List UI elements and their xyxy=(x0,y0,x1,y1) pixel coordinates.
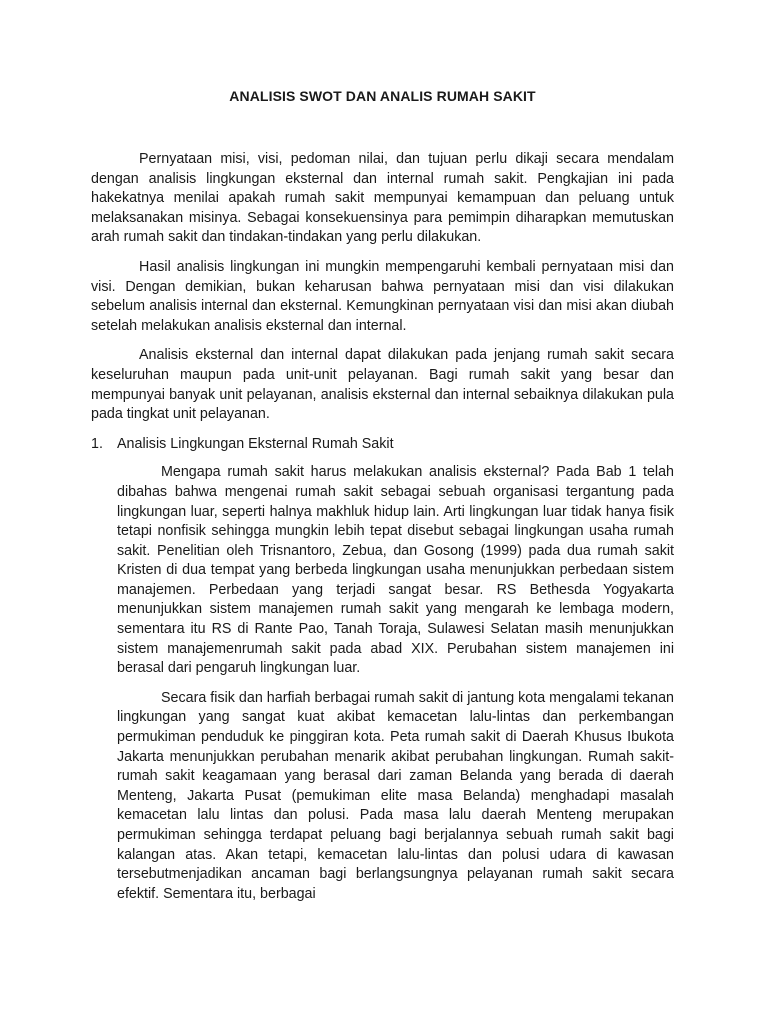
intro-paragraph: Analisis eksternal dan internal dapat dilakukan pada jenjang rumah sakit secara keseluruhan maupun pada unit-unit pelayanan. Bagi rumah sakit yang besar dan mempunyai banyak unit pelayanan, analisis eksternal dan internal sebaiknya dilakukan pula pada tingkat unit pelayanan. xyxy=(91,347,674,423)
intro-paragraph: Hasil analisis lingkungan ini mungkin mempengaruhi kembali pernyataan misi dan visi. Dengan demikian, bukan keharusan bahwa pernyataan misi dan visi dilakukan sebelum analisis internal dan eksternal. Kemungkinan pernyataan visi dan misi akan diubah setelah melakukan analisis eksternal dan internal. xyxy=(91,258,674,334)
section-body xyxy=(117,463,674,904)
section-paragraph: Mengapa rumah sakit harus melakukan analisis eksternal? Pada Bab 1 telah dibahas bahwa mengenai rumah sakit sebagai sebuah organisasi tergantung pada lingkungan luar, seperti halnya makhluk hidup lain. Arti lingkungan luar tidak hanya fisik tetapi nonfisik sehingga mungkin lebih tepat disebut sebagai lingkungan usaha rumah sakit. Penelitian oleh Trisnantoro, Zebua, dan Gosong (1999) pada dua rumah sakit Kristen di dua tempat yang berbeda lingkungan usaha menunjukkan perbedaan sistem manajemen. Perbedaan yang terjadi sangat besar. RS Bethesda Yogyakarta menunjukkan sistem manajemen rumah sakit yang mengarah ke lembaga modern, sementara itu RS di Rante Pao, Tanah Toraja, Sulawesi Selatan masih menunjukkan sistem manajemenrumah sakit pada abad XIX. Perubahan sistem manajemen ini berasal dari pengaruh lingkungan luar. xyxy=(117,464,674,677)
section-number: 1. xyxy=(91,435,103,452)
section-external-analysis xyxy=(91,435,674,905)
intro-paragraph: Pernyataan misi, visi, pedoman nilai, dan tujuan perlu dikaji secara mendalam dengan analisis lingkungan eksternal dan internal rumah sakit. Pengkajian ini pada hakekatnya menilai apakah rumah sakit mempunyai kemampuan dan peluang untuk melaksanakan misinya. Sebagai konsekuensinya para pemimpin diharapkan memutuskan arah rumah sakit dan tindakan-tindakan yang perlu dilakukan. xyxy=(91,151,674,246)
document-page xyxy=(91,87,674,914)
section-title: Analisis Lingkungan Eksternal Rumah Sakit xyxy=(117,435,394,452)
section-heading xyxy=(91,435,674,455)
section-paragraph: Secara fisik dan harfiah berbagai rumah sakit di jantung kota mengalami tekanan lingkungan yang sangat kuat akibat kemacetan lalu-lintas dan perkembangan permukiman penduduk ke pinggiran kota. Peta rumah sakit di Daerah Khusus Ibukota Jakarta menunjukkan perubahan menarik akibat perubahan lingkungan. Rumah sakit-rumah sakit keagamaan yang berasal dari zaman Belanda yang berada di daerah Menteng, Jakarta Pusat (pemukiman elite masa Belanda) menghadapi masalah kemacetan lalu lintas dan polusi. Pada masa lalu daerah Menteng merupakan permukiman sehingga terdapat peluang bagi berjalannya sebuah rumah sakit bagi kalangan atas. Akan tetapi, kemacetan lalu-lintas dan polusi udara di kawasan tersebutmenjadikan ancaman bagi berlangsungnya pelayanan rumah sakit secara efektif. Sementara itu, berbagai xyxy=(117,689,674,902)
document-title: ANALISIS SWOT DAN ANALIS RUMAH SAKIT xyxy=(229,88,536,104)
